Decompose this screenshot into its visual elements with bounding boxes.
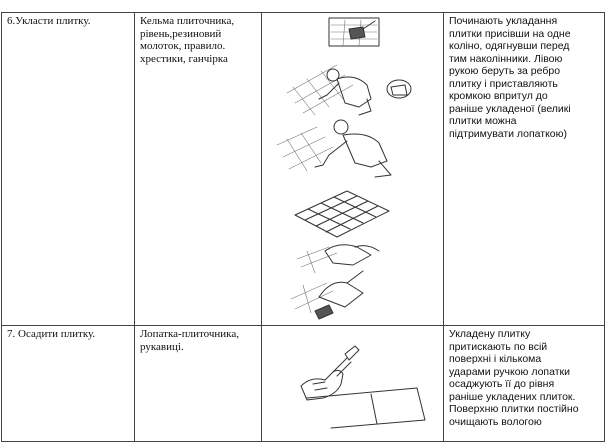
table-row — [2, 13, 605, 326]
tools-list: Лопатка-плиточника, рукавиці. — [140, 328, 239, 353]
tile-tamping-illustration — [267, 328, 438, 441]
description-cell — [444, 13, 605, 326]
hand-with-trowel-handle-drawing — [301, 346, 359, 400]
step-description: Починають укладання плитки присівши на одне коліно, одягнувши перед тим наколінники. Лівою рукою беруть за ребро плитку і приставляють кромкою впритул до раніше укладеної (великі плитки можна підтримувати лопаткою) — [449, 15, 571, 140]
hand-placing-tile-drawing — [297, 245, 379, 273]
tiles-outline-drawing — [307, 388, 425, 428]
tools-cell — [135, 13, 262, 326]
step-title: 6.Укласти плитку. — [7, 15, 91, 27]
description-cell — [444, 326, 605, 442]
kneeling-worker-drawing — [287, 65, 411, 115]
crouching-worker-drawing — [277, 120, 391, 177]
work-steps-table — [1, 12, 605, 442]
table-row — [2, 326, 605, 442]
tools-cell — [135, 326, 262, 442]
illustration-cell — [262, 13, 444, 326]
tile-laying-sequence-illustration — [267, 15, 438, 325]
step-title: 7. Осадити плитку. — [7, 328, 96, 340]
trowel-on-tiles-drawing — [329, 18, 379, 46]
step-cell — [2, 13, 135, 326]
step-description: Укладену плитку притискають по всій поверхні і кількома ударами ручкою лопатки осаджують її до рівня раніше укладених плиток. Поверхню плитки постійно очищають вологою — [449, 328, 579, 428]
illustration-cell — [262, 326, 444, 442]
tiled-floor-drawing — [295, 191, 389, 237]
step-cell — [2, 326, 135, 442]
tools-list: Кельма плиточника, рівень,резиновий молоток, правило. хрестики, ганчірка — [140, 15, 235, 65]
trowel-mortar-drawing — [291, 271, 363, 319]
